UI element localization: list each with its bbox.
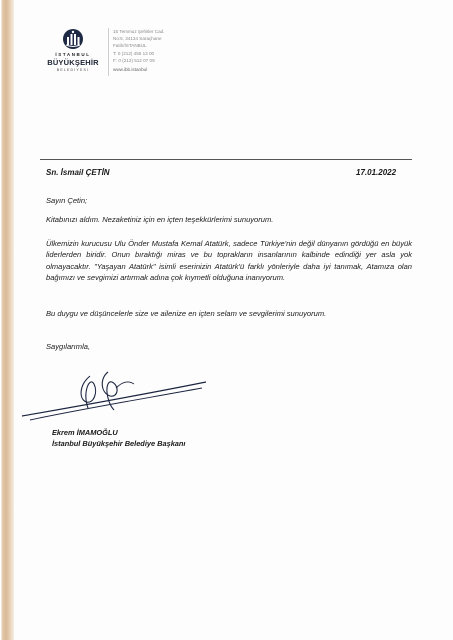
header-rule bbox=[40, 159, 412, 160]
signer-block bbox=[52, 427, 186, 449]
paragraph-1 bbox=[46, 214, 412, 225]
fax-line: F: 0 (212) 512 07 09 bbox=[113, 57, 155, 63]
letterhead-divider bbox=[108, 28, 109, 76]
logo-org-line3: BELEDİYESİ bbox=[56, 68, 90, 72]
scan-paper-edge bbox=[0, 0, 14, 640]
address-line: No:5, 34134 Saraçhane bbox=[113, 36, 162, 42]
signer-title: İstanbul Büyükşehir Belediye Başkanı bbox=[52, 439, 186, 448]
salutation-text: Sayın Çetin; bbox=[46, 196, 88, 205]
logo-org-line2: BÜYÜKŞEHİR bbox=[47, 58, 99, 67]
letter-date: 17.01.2022 bbox=[356, 168, 397, 177]
recipient-name: Sn. İsmail ÇETİN bbox=[46, 168, 110, 177]
ibb-emblem-icon bbox=[62, 28, 84, 50]
logo-org-line1: İSTANBUL bbox=[55, 52, 91, 57]
closing-text: Saygılarımla, bbox=[46, 342, 91, 351]
paragraph-text: Bu duygu ve düşüncelerle size ve ailenize en içten selam ve sevgilerimi sunuyorum. bbox=[46, 309, 327, 318]
letterhead-address bbox=[113, 28, 165, 73]
signer-name: Ekrem İMAMOĞLU bbox=[52, 428, 118, 437]
website-link[interactable]: www.ibb.istanbul bbox=[113, 67, 148, 73]
ibb-logo bbox=[44, 28, 102, 72]
phone-line: T: 0 (212) 455 13 00 bbox=[113, 50, 155, 56]
paragraph-3 bbox=[46, 308, 412, 319]
salutation bbox=[46, 195, 412, 206]
closing bbox=[46, 341, 412, 352]
paragraph-2 bbox=[46, 238, 412, 283]
address-line: 15 Temmuz Şehitler Cad. bbox=[113, 29, 165, 34]
paragraph-text: Ülkemizin kurucusu Ulu Önder Mustafa Kemal Atatürk, sadece Türkiye'nin değil dünyanın gördüğü en büyük liderlerden biridir. Onun bıraktığı miras ve bu toprakların insanlarının kalbinde edindiği yer asla yok olmayacaktır. "Yaşayan Atatürk" isimli eserinizin Atatürk'ü farklı yönleriyle daha iyi tanımak, Atamıza olan bağımızı ve sevgimizi artırmak adına çok kıymetli olduğuna inanıyorum. bbox=[46, 239, 412, 282]
address-line: Fatih/İSTANBUL bbox=[113, 43, 147, 49]
paragraph-text: Kitabınızı aldım. Nezaketiniz için en içten teşekkürlerimi sunuyorum. bbox=[46, 215, 274, 224]
handwritten-signature bbox=[16, 358, 216, 428]
